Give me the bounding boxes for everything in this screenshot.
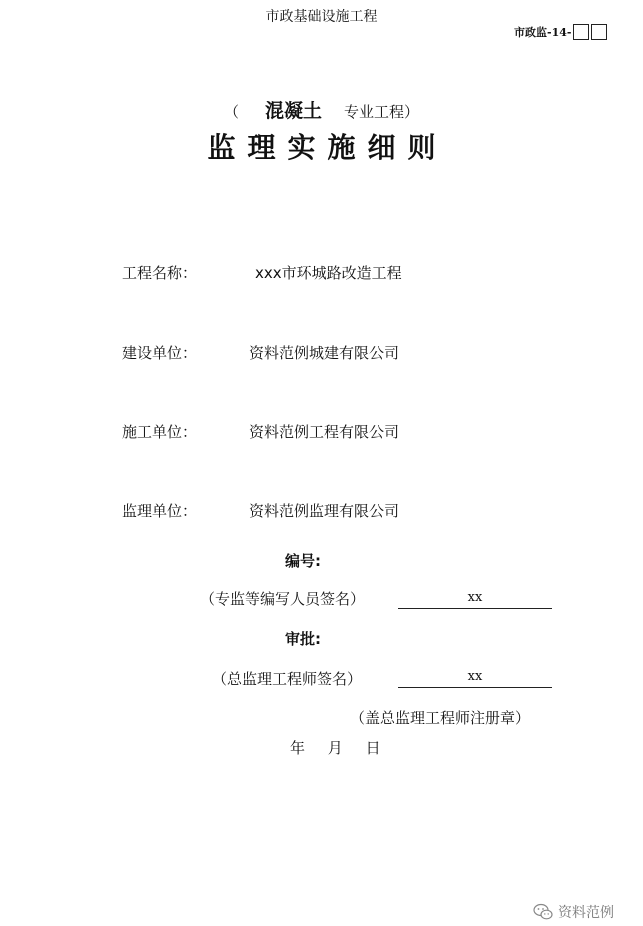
project-name-value: xxx市环城路改造工程: [255, 264, 402, 282]
contractor-value: 资料范例工程有限公司: [249, 423, 400, 441]
owner-label: 建设单位：: [122, 344, 198, 362]
owner-value: 资料范例城建有限公司: [249, 344, 400, 362]
compile-signature: xx: [398, 588, 552, 609]
page-header: 市政基础设施工程: [265, 9, 378, 25]
compile-prompt: （专监等编写人员签名）: [200, 590, 366, 608]
discipline-name: 混凝土: [264, 100, 322, 122]
document-title: 监理实施细则: [207, 131, 448, 164]
form-code: [514, 22, 607, 42]
supervisor-value: 资料范例监理有限公司: [249, 502, 400, 520]
date-line: [290, 737, 399, 758]
watermark-text: 资料范例: [558, 905, 614, 921]
date-month: 月: [327, 739, 343, 757]
subtitle-paren: （: [223, 103, 239, 121]
project-name-label: 工程名称：: [122, 264, 198, 282]
subtitle-suffix: 专业工程）: [344, 103, 420, 121]
form-code-box-1: [573, 24, 589, 40]
compile-heading: 编号:: [285, 552, 321, 570]
watermark: [533, 900, 614, 924]
date-year: 年: [290, 739, 306, 757]
form-code-label: 市政监-14-: [514, 26, 572, 39]
approve-signature: xx: [398, 667, 552, 688]
approve-prompt: （总监理工程师签名）: [212, 670, 363, 688]
contractor-label: 施工单位：: [122, 423, 198, 441]
date-day: 日: [365, 739, 381, 757]
wechat-icon: [533, 903, 553, 921]
approve-heading: 审批:: [285, 630, 321, 648]
supervisor-label: 监理单位：: [122, 502, 198, 520]
discipline-subtitle: [0, 96, 643, 123]
seal-note: （盖总监理工程师注册章）: [350, 709, 531, 727]
form-code-box-2: [591, 24, 607, 40]
